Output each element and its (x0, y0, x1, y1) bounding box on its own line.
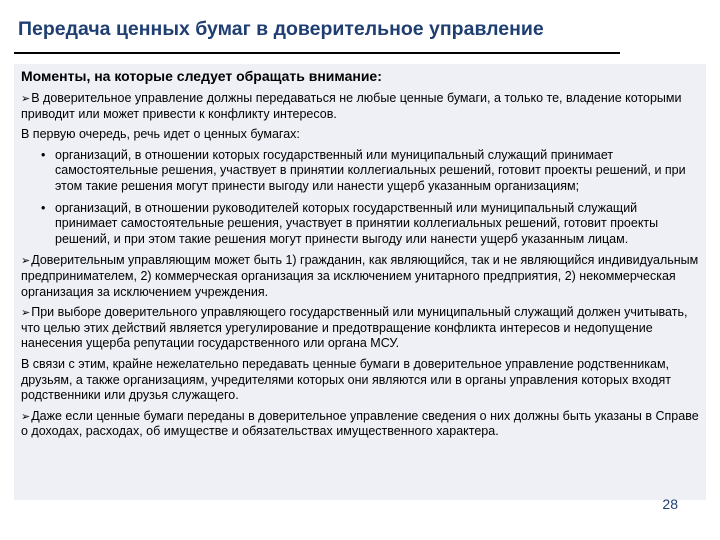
title-divider (14, 52, 620, 54)
paragraph-trustee-choice (21, 305, 701, 352)
slide-body (21, 91, 701, 445)
dot-bullet-icon: • (41, 200, 46, 215)
paragraph-text: Доверительным управляющим может быть 1) гражданин, как являющийся, так и не являющийся индивидуальным предпринимателем, 2) коммерческая организация за исключением унитарного предприятия, 2) некоммерческая организация за исключением учреждения. (21, 253, 699, 299)
section-subheading: Моменты, на которые следует обращать внимание: (21, 68, 382, 84)
list-item-text: организаций, в отношении руководителей которых государственный или муниципальный служащий принимает самостоятельные решения, участвует в принятии коллегиальных решений, готовит проекты решений, и при этом такие решения могут принести выгоду или нанести ущерб указанным лицам. (55, 200, 659, 246)
arrow-bullet-icon: ➢ (21, 306, 31, 320)
paragraph-first-priority (21, 127, 701, 143)
dot-bullet-icon: • (41, 147, 46, 162)
bullet-list (21, 148, 701, 248)
list-item (21, 201, 701, 248)
list-item-text: организаций, в отношении которых государственный или муниципальный служащий принимает самостоятельные решения, участвует в принятии коллегиальных решений, готовит проекты решений, и при этом такие решения могут принести выгоду или нанести ущерб указанным организациям; (55, 147, 686, 193)
slide-title: Передача ценных бумаг в доверительное управление (18, 18, 544, 40)
paragraph-text: При выборе доверительного управляющего государственный или муниципальный служащий должен учитывать, что целью этих действий является урегулирование и предотвращение конфликта интересов и недопущение нанесения ущерба репутации государственного или органа МСУ. (21, 305, 688, 351)
paragraph-text: В первую очередь, речь идет о ценных бумагах: (21, 127, 300, 142)
paragraph-text: В доверительное управление должны передаваться не любые ценные бумаги, а только те, владение которыми приводит или может привести к конфликту интересов. (21, 91, 682, 121)
list-item (21, 148, 701, 195)
paragraph-relatives-warning (21, 357, 701, 404)
arrow-bullet-icon: ➢ (21, 409, 31, 423)
paragraph-income-declaration (21, 409, 701, 440)
paragraph-text: В связи с этим, крайне нежелательно передавать ценные бумаги в доверительное управление родственникам, друзьям, а также организациям, учредителями которых они являются или в органы управления которых входят родственники или друзья служащего. (21, 356, 672, 403)
paragraph-trustee-types (21, 253, 701, 300)
paragraph-securities-scope (21, 91, 701, 122)
arrow-bullet-icon: ➢ (21, 92, 31, 105)
paragraph-text: Даже если ценные бумаги переданы в доверительное управление сведения о них должны быть указаны в Справе о доходах, расходах, об имуществе и обязательствах имущественного характера. (21, 408, 699, 439)
arrow-bullet-icon: ➢ (21, 254, 31, 268)
page-number: 28 (662, 496, 678, 512)
